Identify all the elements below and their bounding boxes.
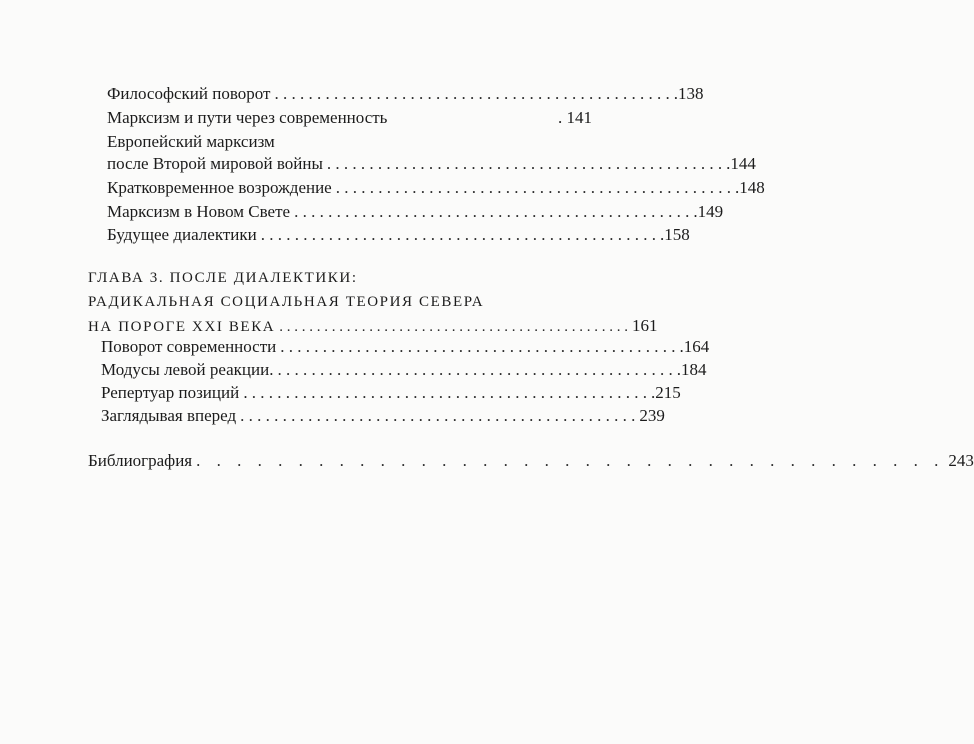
chapter-heading-line: НА ПОРОГЕ XXI ВЕКА bbox=[88, 319, 276, 335]
toc-entry bbox=[107, 84, 704, 104]
dot-leader: . . . . . . . . . . . . . . . . . . . . . . . . . . . . . . . . . . . . . . . . . . . . . . . bbox=[260, 225, 656, 244]
toc-entry-page: .215 bbox=[650, 383, 681, 402]
toc-entry bbox=[107, 178, 765, 198]
toc-entry-title: Марксизм в Новом Свете bbox=[107, 202, 291, 221]
toc-entry bbox=[107, 225, 690, 245]
dot-leader: . . . . . . . . . . . . . . . . . . . . . . . . . . . . . . . . . . . . . . . . . . . . . . . bbox=[274, 84, 670, 103]
toc-entry-page: 161 bbox=[632, 316, 658, 335]
toc-entry-page: . 141 bbox=[558, 108, 592, 127]
toc-entry-page: 243 bbox=[948, 451, 974, 470]
toc-entry bbox=[107, 154, 756, 174]
dot-leader: . . . . . . . . . . . . . . . . . . . . . . . . . . . . . . . . . . . . . . . . . . . . . . . bbox=[279, 319, 628, 335]
dot-leader: . . . . . . . . . . . . . . . . . . . . . . . . . . . . . . . . . . . . . . . . . . . . . . . bbox=[251, 383, 647, 402]
toc-entry-title: Репертуар позиций . bbox=[101, 383, 248, 402]
toc-entry-page: .149 bbox=[693, 202, 724, 221]
toc-entry-title: Заглядывая вперед bbox=[101, 406, 237, 425]
toc-entry bbox=[88, 451, 974, 471]
chapter-heading-entry bbox=[88, 316, 658, 337]
toc-entry bbox=[101, 337, 710, 357]
toc-entry-page: 239 bbox=[639, 406, 665, 425]
toc-entry-title: Кратковременное возрождение bbox=[107, 178, 332, 197]
chapter-heading-line: ГЛАВА 3. ПОСЛЕ ДИАЛЕКТИКИ: bbox=[88, 270, 358, 286]
toc-entry-title: Будущее диалектики bbox=[107, 225, 257, 244]
dot-leader: . . . . . . . . . . . . . . . . . . . . . . . . . . . . . . . . . . . . . . . . . . . . . . . bbox=[326, 154, 723, 173]
toc-entry-page: .138 bbox=[673, 84, 704, 103]
toc-entry-title: Поворот современности bbox=[101, 337, 277, 356]
toc-entry-page: .184 bbox=[676, 360, 707, 379]
toc-entry-title: Модусы левой реакции. bbox=[101, 360, 274, 379]
dot-leader: . . . . . . . . . . . . . . . . . . . . . . . . . . . . . . . . . . . . . . . . . . . . . . . bbox=[294, 202, 690, 221]
toc-entry-title: Марксизм и пути через современность bbox=[107, 108, 388, 127]
dot-leader: . . . . . . . . . . . . . . . . . . . . . . . . . . . . . . . . . . . . . . . . . . . . . . . bbox=[280, 337, 676, 356]
dot-leader: . . . . . . . . . . . . . . . . . . . . . . . . . . . . . . . . . . . . . . . . . . . . . . . bbox=[335, 178, 731, 197]
dot-leader: . . . . . . . . . . . . . . . . . . . . . . . . . . . . . . . . . . . . . . . . . . . . . . . bbox=[277, 360, 673, 379]
toc-entry bbox=[101, 383, 681, 403]
toc-entry-title: после Второй мировой войны bbox=[107, 154, 323, 173]
toc-entry bbox=[107, 202, 724, 222]
toc-entry-title: Европейский марксизм bbox=[107, 132, 275, 151]
toc-entry-title: Библиография bbox=[88, 451, 193, 470]
toc-entry bbox=[107, 108, 592, 128]
dot-leader: . . . . . . . . . . . . . . . . . . . . . . . . . . . . . . . . . . . . . . . . . . . . . . . bbox=[240, 406, 636, 425]
toc-entry-page: .144 bbox=[726, 154, 756, 173]
toc-entry-page: .158 bbox=[660, 225, 690, 244]
toc-entry bbox=[101, 360, 707, 380]
chapter-heading-line: РАДИКАЛЬНАЯ СОЦИАЛЬНАЯ ТЕОРИЯ СЕВЕРА bbox=[88, 294, 485, 310]
toc-entry bbox=[101, 406, 665, 426]
toc-entry-title: Философский поворот bbox=[107, 84, 271, 103]
toc-entry-page: .164 bbox=[679, 337, 710, 356]
toc-entry-page: .148 bbox=[734, 178, 765, 197]
dot-leader: . . . . . . . . . . . . . . . . . . . . . . . . . . . . . . . . . . . . . bbox=[196, 451, 945, 470]
